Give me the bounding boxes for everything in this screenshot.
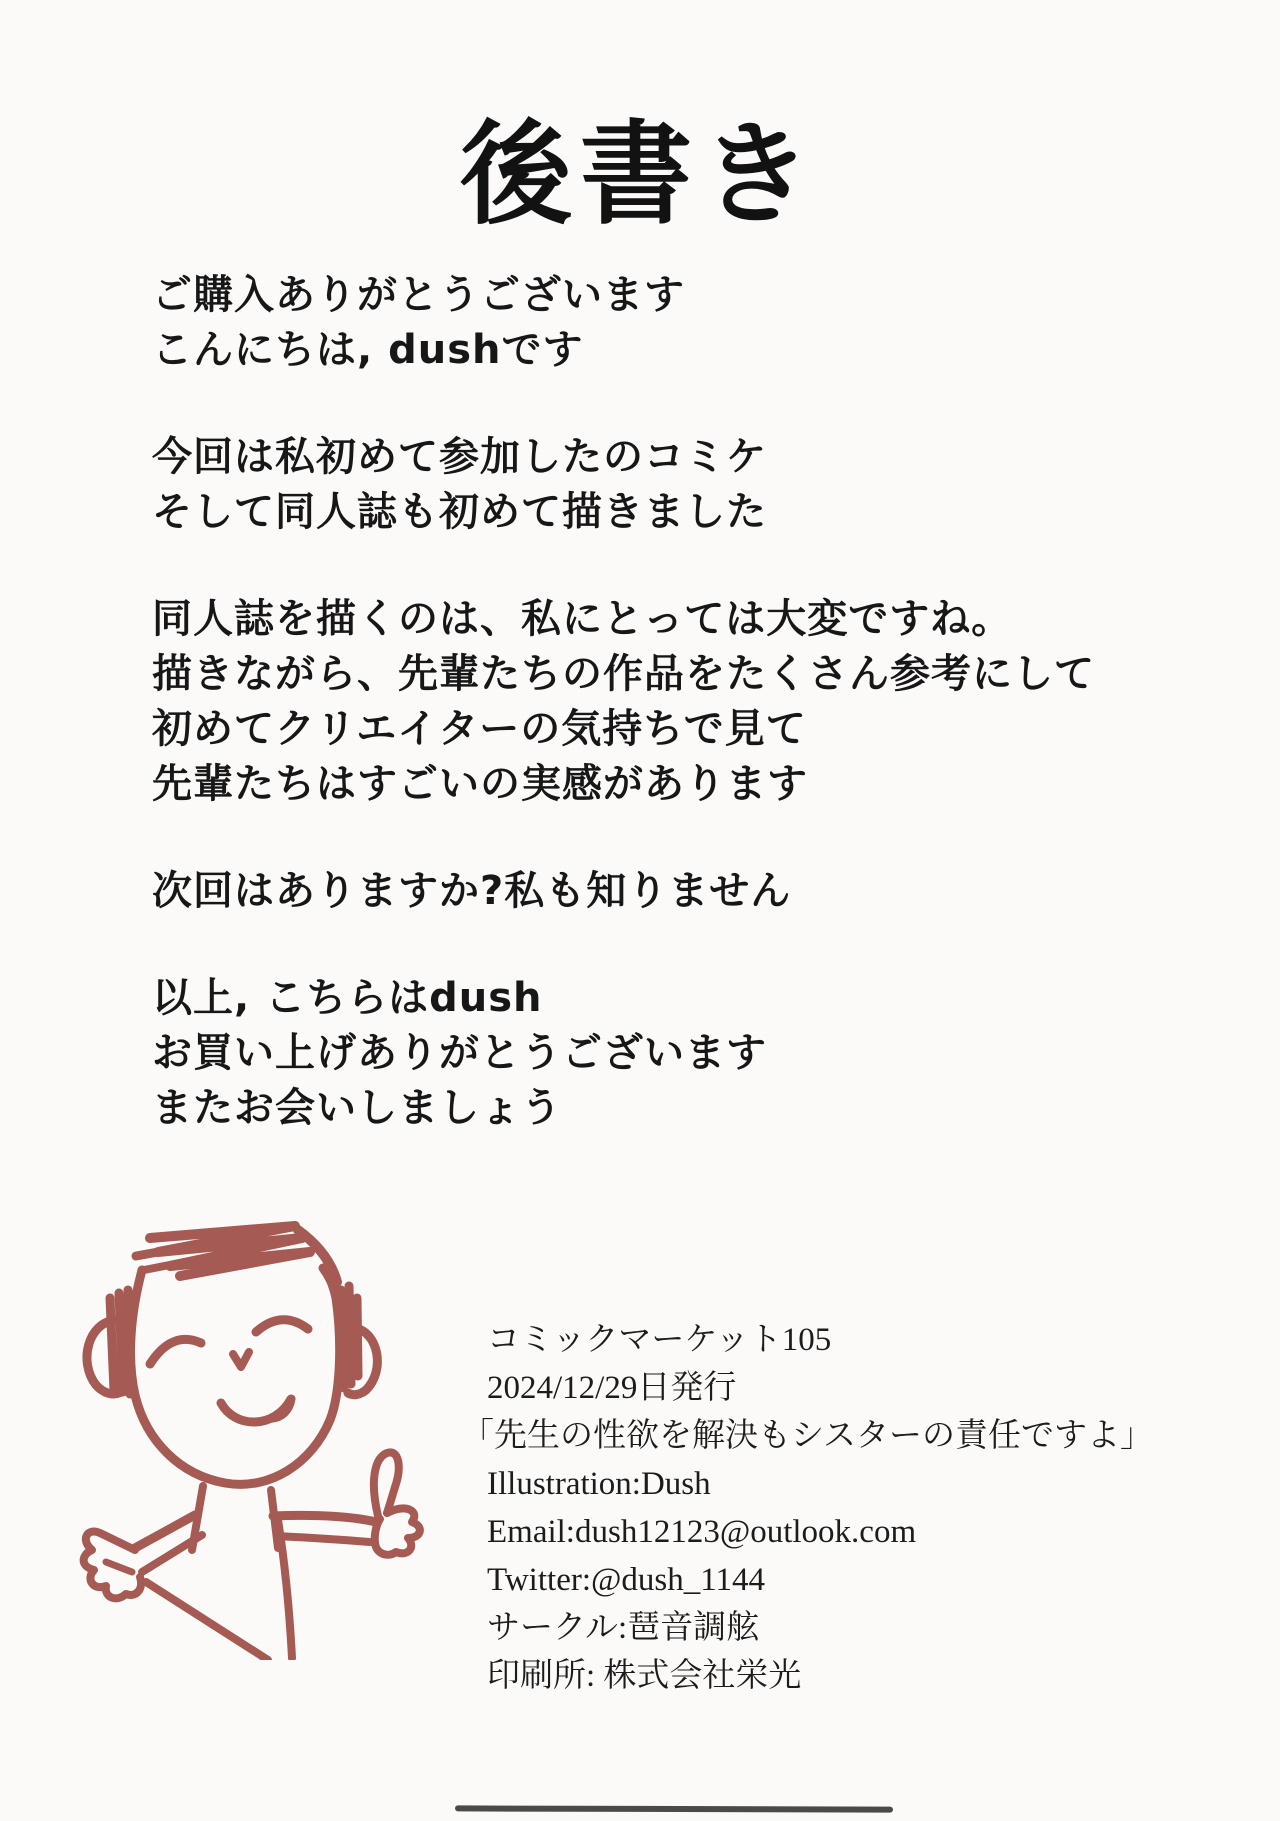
body-line: 以上, こちらはdush [152, 975, 543, 1021]
character-doodle-icon [40, 1220, 460, 1660]
colophon-event: コミックマーケット105 [487, 1322, 832, 1358]
afterword-body [152, 268, 1152, 1188]
body-line: またお会いしましょう [152, 1085, 562, 1131]
body-line: 今回は私初めて参加したのコミケ [152, 434, 767, 480]
paragraph-next-time [152, 864, 1152, 919]
colophon-circle: サークル:琶音調舷 [487, 1610, 760, 1646]
body-line: お買い上げありがとうございます [152, 1030, 767, 1076]
colophon [461, 1316, 1187, 1700]
body-line: 先輩たちはすごいの実感があります [152, 761, 808, 807]
body-line: 描きながら、先輩たちの作品をたくさん参考にして [152, 651, 1095, 697]
body-line: 次回はありますか?私も知りません [152, 868, 792, 914]
paragraph-drawing-experience [152, 592, 1152, 812]
body-line: 同人誌を描くのは、私にとっては大変ですね。 [152, 596, 1013, 642]
scan-edge-artifact [455, 1805, 893, 1812]
colophon-twitter: Twitter:@dush_1144 [487, 1562, 766, 1598]
body-line: 初めてクリエイターの気持ちで見て [152, 706, 807, 752]
body-line: ご購入ありがとうございます [152, 272, 685, 318]
paragraph-closing [152, 971, 1152, 1136]
paragraph-greeting [152, 268, 1152, 378]
page-title: 後書き [460, 110, 820, 241]
colophon-book-title: 「先生の性欲を解決もシスターの責任ですよ」 [461, 1418, 1154, 1454]
colophon-illustration: Illustration:Dush [487, 1466, 711, 1502]
colophon-email: Email:dush12123@outlook.com [487, 1514, 917, 1550]
thumbs-up-character-sketch [40, 1220, 460, 1660]
colophon-publish-date: 2024/12/29日発行 [487, 1370, 737, 1406]
body-line: こんにちは, dushです [152, 327, 584, 373]
body-line: そして同人誌も初めて描きました [152, 489, 767, 535]
colophon-printer: 印刷所: 株式会社栄光 [487, 1658, 802, 1694]
paragraph-first-comiket [152, 430, 1152, 540]
